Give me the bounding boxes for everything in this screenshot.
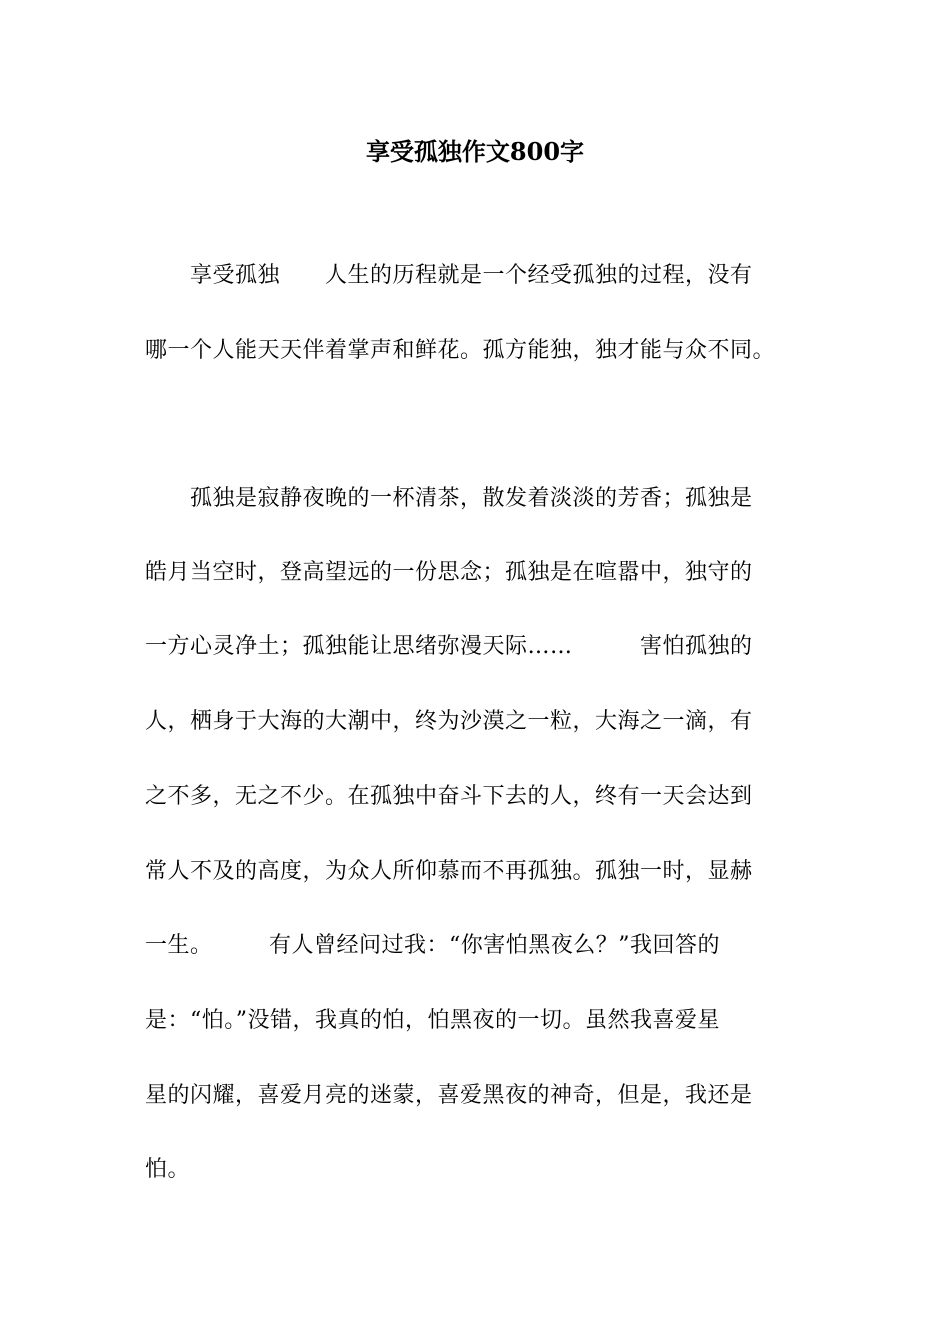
paragraph-line: 是：“怕。”没错，我真的怕，怕黑夜的一切。虽然我喜爱星 — [145, 1008, 720, 1033]
paragraph-line: 孤独是寂静夜晚的一杯清茶，散发着淡淡的芳香；孤独是 — [145, 486, 753, 511]
paragraph-line: 常人不及的高度，为众人所仰慕而不再孤独。孤独一时，显赫 — [145, 859, 753, 884]
paragraph-line: 皓月当空时，登高望远的一份思念；孤独是在喧嚣中，独守的 — [145, 560, 753, 585]
paragraph-line: 一方心灵净土；孤独能让思绪弥漫天际…… 害怕孤独的 — [145, 634, 753, 659]
paragraph-line: 哪一个人能天天伴着掌声和鲜花。孤方能独，独才能与众不同。 — [145, 338, 776, 363]
document-title: 享受孤独作文800字 — [365, 137, 585, 166]
paragraph-line: 人，栖身于大海的大潮中，终为沙漠之一粒，大海之一滴，有 — [145, 709, 753, 734]
paragraph-line: 一生。 有人曾经问过我：“你害怕黑夜么？”我回答的 — [145, 933, 720, 958]
paragraph-line: 之不多，无之不少。在孤独中奋斗下去的人，终有一天会达到 — [145, 784, 753, 809]
paragraph-line: 享受孤独 人生的历程就是一个经受孤独的过程，没有 — [145, 263, 753, 288]
paragraph-line: 怕。 — [145, 1157, 191, 1182]
paragraph-line: 星的闪耀，喜爱月亮的迷蒙，喜爱黑夜的神奇，但是，我还是 — [145, 1083, 753, 1108]
